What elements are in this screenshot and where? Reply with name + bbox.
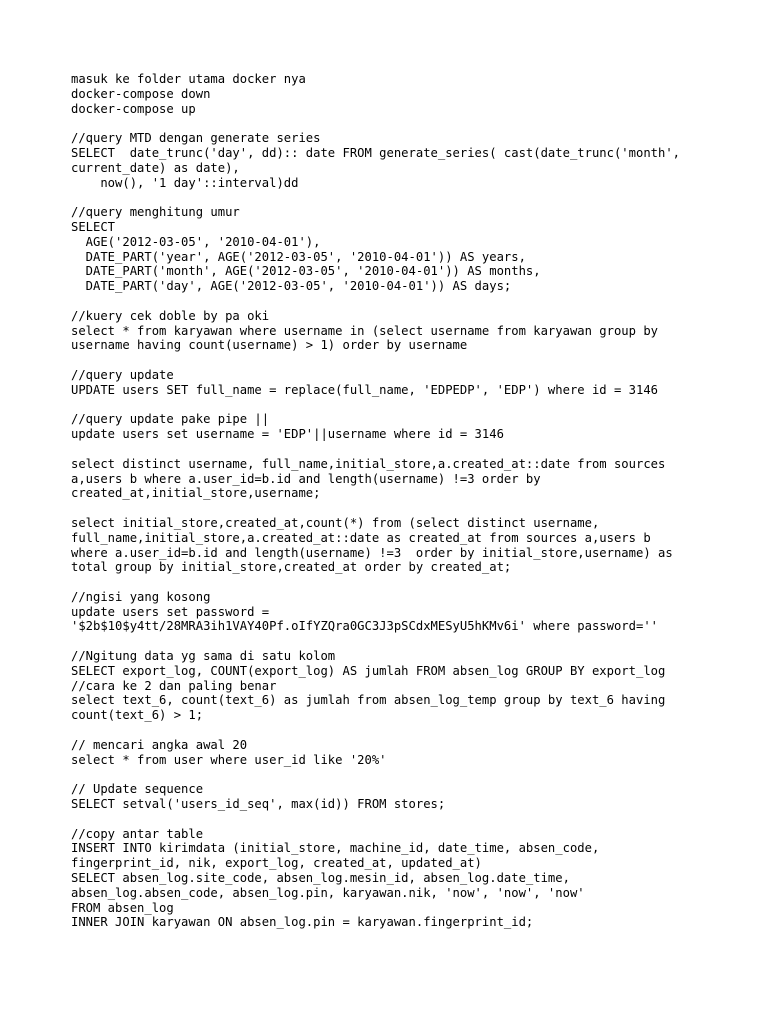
code-line: DATE_PART('year', AGE('2012-03-05', '2010-04-01')) AS years, (71, 249, 526, 264)
query-umur-block (71, 205, 751, 294)
query-update-block (71, 368, 751, 398)
ngitung-data-block (71, 649, 751, 723)
code-line: fingerprint_id, nik, export_log, created_at, updated_at) (71, 856, 482, 871)
mencari-angka-block (71, 738, 751, 768)
code-line: SELECT date_trunc('day', dd):: date FROM generate_series( cast(date_trunc('month', (71, 145, 681, 160)
code-line: DATE_PART('day', AGE('2012-03-05', '2010-04-01')) AS days; (71, 279, 512, 294)
query-update-pipe-block (71, 412, 751, 442)
docker-commands-block (71, 72, 751, 116)
code-line: created_at,initial_store,username; (71, 486, 321, 501)
select-initial-store-block (71, 516, 751, 575)
comment-line: //query update pake pipe || (71, 412, 270, 427)
query-doble-block (71, 309, 751, 353)
code-line: SELECT (71, 219, 116, 234)
code-line: DATE_PART('month', AGE('2012-03-05', '2010-04-01')) AS months, (71, 264, 541, 279)
code-line: absen_log.absen_code, absen_log.pin, karyawan.nik, 'now', 'now', 'now' (71, 885, 585, 900)
comment-line: //query MTD dengan generate series (71, 131, 321, 146)
comment-line: //cara ke 2 dan paling benar (71, 678, 277, 693)
ngisi-kosong-block (71, 590, 751, 634)
comment-line: // Update sequence (71, 782, 204, 797)
code-line: select * from user where user_id like '20%' (71, 752, 387, 767)
code-line: SELECT setval('users_id_seq', max(id)) FROM stores; (71, 797, 446, 812)
code-line: count(text_6) > 1; (71, 708, 204, 723)
select-distinct-block (71, 457, 751, 501)
code-line: UPDATE users SET full_name = replace(full_name, 'EDPEDP', 'EDP') where id = 3146 (71, 382, 658, 397)
copy-table-block (71, 827, 751, 931)
document-page (71, 72, 751, 945)
code-line: SELECT absen_log.site_code, absen_log.mesin_id, absen_log.date_time, (71, 871, 570, 886)
code-line: update users set password = (71, 604, 270, 619)
update-sequence-block (71, 782, 751, 812)
code-line: where a.user_id=b.id and length(username) !=3 order by initial_store,username) as (71, 545, 673, 560)
query-mtd-block (71, 131, 751, 190)
code-line: INSERT INTO kirimdata (initial_store, machine_id, date_time, absen_code, (71, 841, 600, 856)
text-line: masuk ke folder utama docker nya (71, 72, 306, 86)
code-line: AGE('2012-03-05', '2010-04-01'), (71, 234, 321, 249)
comment-line: //query menghitung umur (71, 205, 240, 220)
comment-line: //Ngitung data yg sama di satu kolom (71, 649, 336, 664)
comment-line: //query update (71, 367, 174, 382)
code-line: select distinct username, full_name,initial_store,a.created_at::date from sources (71, 456, 666, 471)
code-line: update users set username = 'EDP'||username where id = 3146 (71, 427, 504, 442)
code-line: select initial_store,created_at,count(*) from (select distinct username, (71, 515, 600, 530)
code-line: '$2b$10$y4tt/28MRA3ih1VAY40Pf.oIfYZQra0GC3J3pSCdxMESyU5hKMv6i' where password='' (71, 619, 658, 634)
code-line: full_name,initial_store,a.created_at::date as created_at from sources a,users b (71, 530, 651, 545)
code-line: SELECT export_log, COUNT(export_log) AS jumlah FROM absen_log GROUP BY export_log (71, 663, 666, 678)
comment-line: // mencari angka awal 20 (71, 737, 248, 752)
code-line: total group by initial_store,created_at order by created_at; (71, 560, 512, 575)
code-line: INNER JOIN karyawan ON absen_log.pin = karyawan.fingerprint_id; (71, 915, 534, 930)
comment-line: //copy antar table (71, 826, 204, 841)
code-line: a,users b where a.user_id=b.id and length(username) !=3 order by (71, 471, 541, 486)
code-line: username having count(username) > 1) order by username (71, 338, 468, 353)
text-line: docker-compose down (71, 86, 211, 101)
code-line: FROM absen_log (71, 900, 174, 915)
code-line: current_date) as date), (71, 160, 240, 175)
text-line: docker-compose up (71, 101, 196, 116)
code-line: now(), '1 day'::interval)dd (71, 175, 299, 190)
comment-line: //ngisi yang kosong (71, 589, 211, 604)
comment-line: //kuery cek doble by pa oki (71, 308, 270, 323)
code-line: select * from karyawan where username in (select username from karyawan group by (71, 323, 658, 338)
code-line: select text_6, count(text_6) as jumlah from absen_log_temp group by text_6 having (71, 693, 666, 708)
